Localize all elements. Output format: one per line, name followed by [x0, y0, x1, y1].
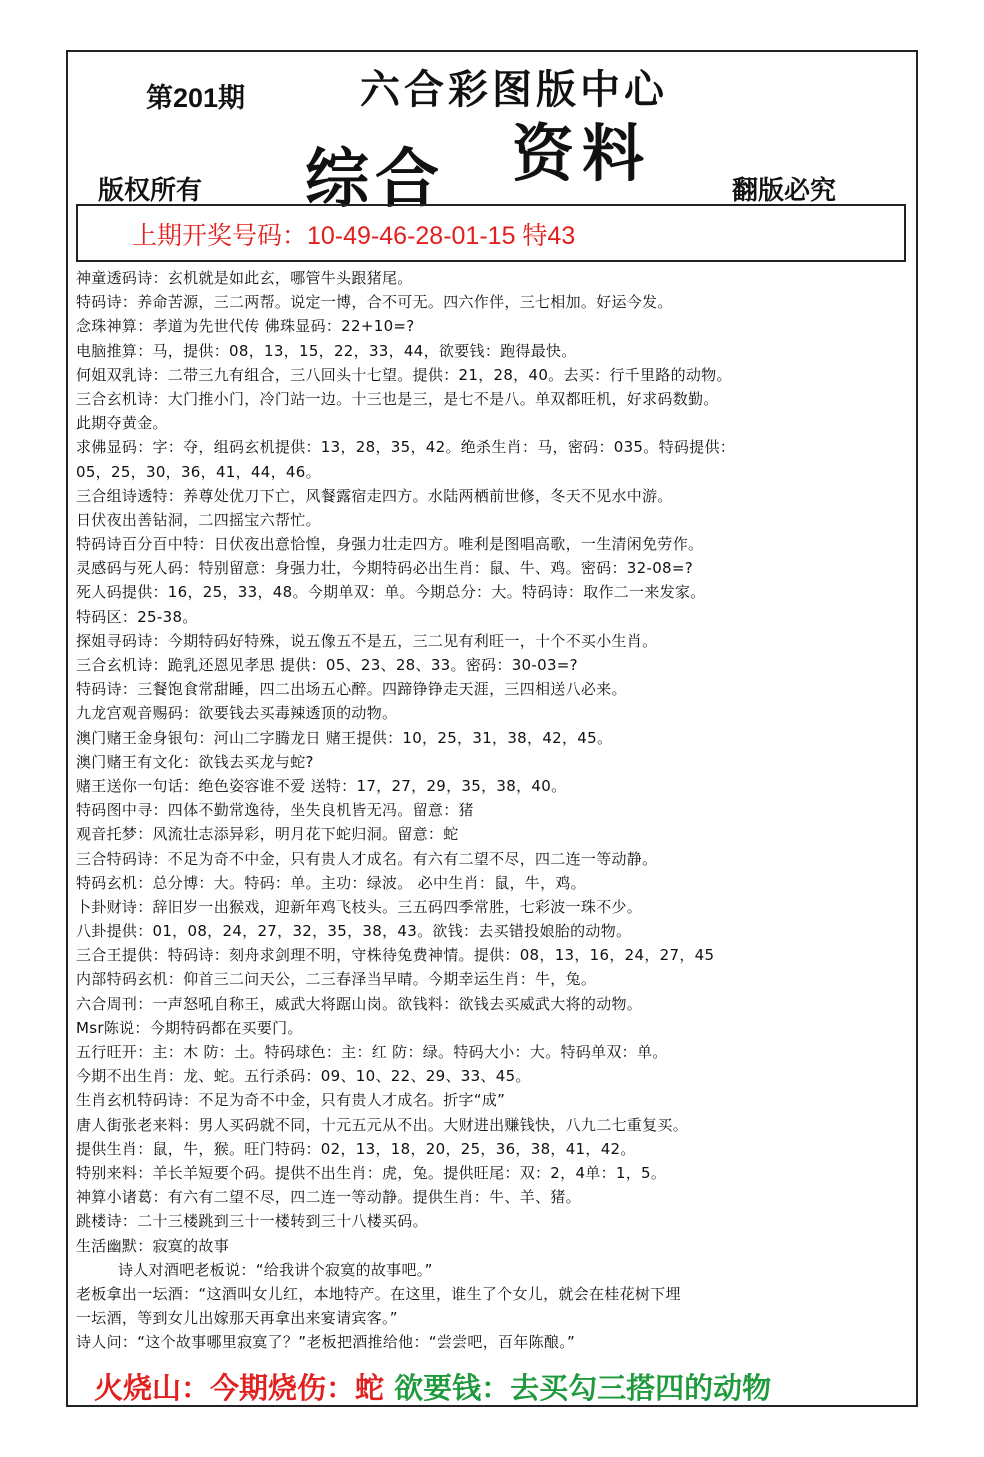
text-line: 灵感码与死人码：特别留意：身强力壮，今期特码必出生肖：鼠、牛、鸡。密码：32-08=? — [76, 559, 694, 578]
text-line: 电脑推算：马，提供：08，13，15，22，33，44，欲要钱：跑得最快。 — [76, 341, 577, 360]
text-line: Msr陈说：今期特码都在买要门。 — [76, 1018, 303, 1037]
text-line: 何姐双乳诗：二带三九有组合，三八回头十七望。提供：21，28，40。去买：行千里路的动物。 — [76, 365, 732, 384]
text-line: 三合特码诗：不足为奇不中金，只有贵人才成名。有六有二望不尽，四二连一等动静。 — [76, 849, 658, 868]
text-line: 老板拿出一坛酒：“这酒叫女儿红，本地特产。在这里，谁生了个女儿，就会在桂花树下埋 — [76, 1284, 681, 1303]
footer-banner — [94, 1366, 771, 1407]
text-line: 特码诗百分百中特：日伏夜出意恰惶，身强力壮走四方。唯利是图唱高歌，一生清闲免劳作。 — [76, 535, 704, 554]
text-line: 念珠神算：孝道为先世代传 佛珠显码：22+10=? — [76, 317, 415, 336]
center-title: 六合彩图版中心 — [360, 66, 668, 113]
text-line: 九龙宫观音赐码：欲要钱去买毒辣透顶的动物。 — [76, 704, 398, 723]
text-line: 生活幽默：寂寞的故事 — [76, 1236, 230, 1255]
text-line: 神算小诸葛：有六有二望不尽，四二连一等动静。提供生肖：牛、羊、猪。 — [76, 1188, 581, 1207]
footer-green-text: 欲要钱：去买勾三搭四的动物 — [394, 1371, 772, 1405]
text-line: 特码图中寻：四体不勤常逸待，坐失良机皆无冯。留意：猪 — [76, 801, 474, 820]
text-line: 生肖玄机特码诗：不足为奇不中金，只有贵人才成名。折字“成” — [76, 1091, 506, 1110]
text-line: 内部特码玄机：仰首三二问天公，二三春泽当早晴。今期幸运生肖：牛，兔。 — [76, 970, 597, 989]
text-line: 诗人问：“这个故事哪里寂寞了？”老板把酒推给他：“尝尝吧，百年陈酿。” — [76, 1333, 576, 1352]
text-line: 一坛酒，等到女儿出嫁那天再拿出来宴请宾客。” — [76, 1309, 398, 1328]
big-title-left: 综合 — [305, 142, 445, 217]
text-line: 特别来料：羊长羊短要个码。提供不出生肖：虎，兔。提供旺尾：双：2，4单：1，5。 — [76, 1163, 667, 1182]
text-line: 05，25，30，36，41，44，46。 — [76, 462, 321, 481]
footer-red-text: 火烧山：今期烧伤：蛇 — [94, 1371, 385, 1405]
text-line: 探姐寻码诗：今期特码好特殊，说五像五不是五，三二见有利旺一，十个不买小生肖。 — [76, 631, 658, 650]
issue-number: 第201期 — [146, 83, 246, 113]
text-line: 求佛显码：字：夺，组码玄机提供：13，28，35，42。绝杀生肖：马，密码：035。特码提供： — [76, 438, 736, 457]
text-line: 提供生肖：鼠，牛，猴。旺门特码：02，13，18，20，25，36，38，41，42。 — [76, 1139, 636, 1158]
text-line: 五行旺开：主：木 防：土。特码球色：主：红 防：绿。特码大小：大。特码单双：单。 — [76, 1043, 668, 1061]
text-line: 赌王送你一句话：绝色姿容谁不爱 送特：17，27，29，35，38，40。 — [76, 776, 567, 795]
big-title-right: 资料 — [512, 117, 653, 190]
last-draw-result: 上期开奖号码：10-49-46-28-01-15 特43 — [132, 222, 576, 250]
text-line: 日伏夜出善钻洞，二四摇宝六帮忙。 — [76, 510, 321, 529]
text-line: 澳门赌王有文化：欲钱去买龙与蛇? — [76, 752, 314, 771]
text-line: 此期夺黄金。 — [76, 414, 168, 433]
text-line: 三合玄机诗：大门推小门，冷门站一边。十三也是三，是七不是八。单双都旺机，好求码数勤。 — [76, 389, 719, 408]
text-line: 今期不出生肖：龙、蛇。五行杀码：09、10、22、29、33、45。 — [76, 1067, 531, 1086]
text-line: 唐人街张老来料：男人买码就不同，十元五元从不出。大财进出赚钱快，八九二七重复买。 — [76, 1115, 689, 1134]
text-line: 观音托梦：风流壮志添异彩，明月花下蛇归洞。留意：蛇 — [76, 825, 459, 844]
text-line: 澳门赌王金身银句：河山二字腾龙日 赌王提供：10，25，31，38，42，45。 — [76, 728, 613, 747]
content-lines — [76, 266, 908, 1354]
text-line: 特码诗：三餐饱食常甜睡，四二出场五心醉。四蹄铮铮走天涯，三四相送八必来。 — [76, 680, 627, 699]
text-line: 六合周刊：一声怒吼自称王，威武大将踞山岗。欲钱料：欲钱去买威武大将的动物。 — [76, 994, 643, 1013]
text-line: 卜卦财诗：辞旧岁一出猴戏，迎新年鸡飞枝头。三五码四季常胜，七彩波一珠不少。 — [76, 897, 643, 916]
text-line: 三合玄机诗：跪乳还恩见孝思 提供：05、23、28、33。密码：30-03=? — [76, 656, 578, 674]
text-line: 特码诗：养命苦源，三二两帮。说定一博，合不可无。四六作伴，三七相加。好运今发。 — [76, 293, 673, 312]
text-line: 跳楼诗：二十三楼跳到三十一楼转到三十八楼买码。 — [76, 1212, 428, 1231]
text-line: 三合王提供：特码诗：刻舟求剑理不明，守株待兔费神情。提供：08，13，16，24，27，45 — [76, 946, 715, 965]
text-line: 特码区：25-38。 — [76, 607, 198, 626]
text-line: 三合组诗透特：养尊处优刀下亡，风餐露宿走四方。水陆两栖前世修，冬天不见水中游。 — [76, 486, 673, 505]
copyright-left: 版权所有 — [98, 176, 203, 206]
text-line: 八卦提供：01，08，24，27，32，35，38，43。欲钱：去买错投娘胎的动物。 — [76, 922, 632, 941]
text-line: 特码玄机：总分博：大。特码：单。主功：绿波。 必中生肖：鼠，牛，鸡。 — [76, 873, 586, 892]
text-line: 诗人对酒吧老板说：“给我讲个寂寞的故事吧。” — [118, 1260, 433, 1279]
text-line: 死人码提供：16，25，33，48。今期单双：单。今期总分：大。特码诗：取作二一来发家。 — [76, 583, 706, 602]
copyright-right: 翻版必究 — [732, 176, 837, 206]
text-line: 神童透码诗：玄机就是如此玄，哪管牛头跟猪尾。 — [76, 269, 413, 287]
